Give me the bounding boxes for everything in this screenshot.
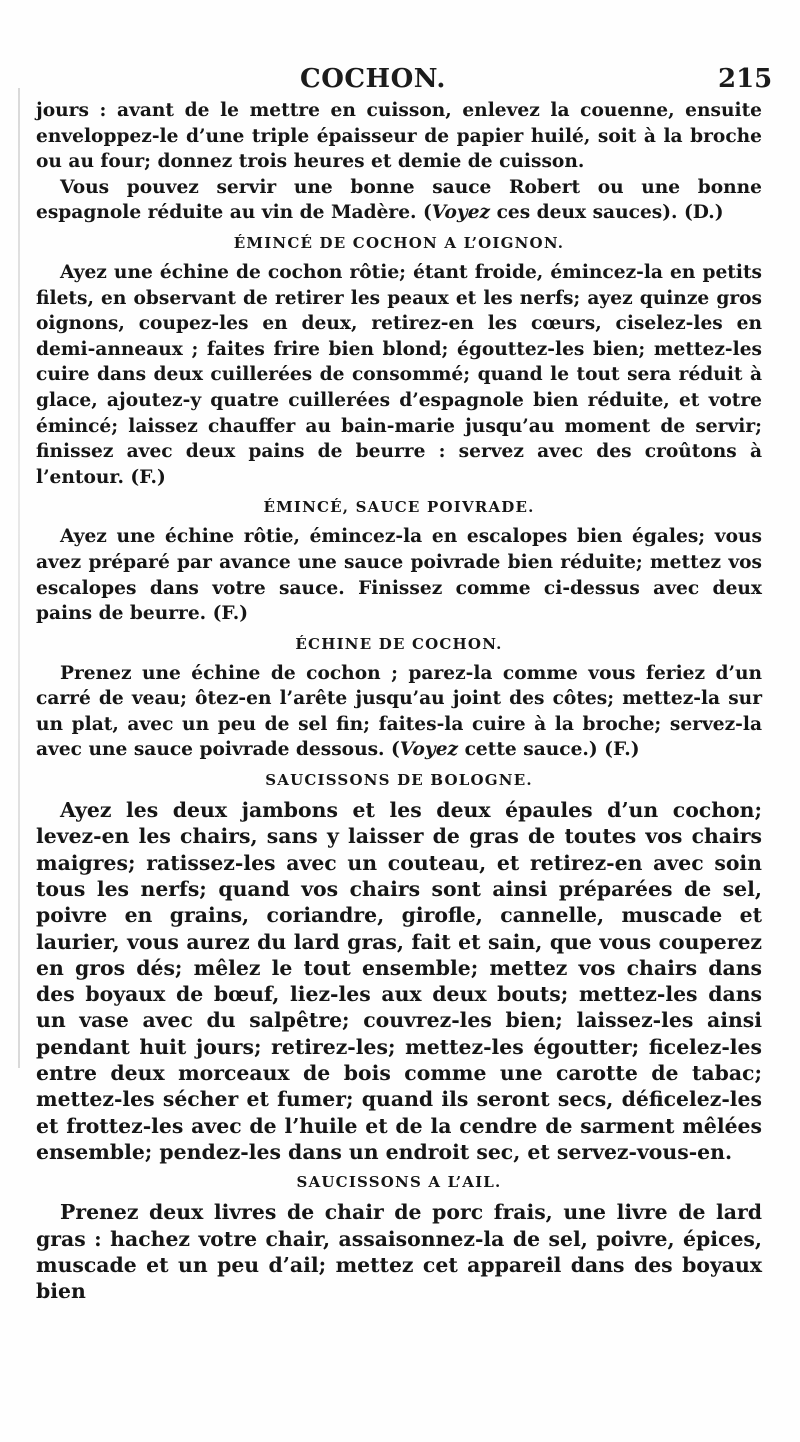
page-gutter-shadow bbox=[18, 88, 20, 1068]
text-run: Prenez deux livres de chair de porc frais, une livre de lard gras : hachez votre chair, assaisonnez-la de sel, poivre, épices, muscade et un peu d’ail; mettez cet appareil dans des boyaux bien bbox=[36, 1200, 762, 1304]
paragraph bbox=[36, 98, 762, 175]
page-number: 215 bbox=[718, 64, 773, 94]
recipe-heading: ÉMINCÉ, SAUCE POIVRADE. bbox=[263, 498, 535, 517]
text-run: Ayez les deux jambons et les deux épaules d’un cochon; levez-en les chairs, sans y laisser de gras de toutes vos chairs maigres; ratissez-les avec un couteau, et retirez-en avec soin tous les nerfs; quand vos chairs sont ainsi préparées de sel, poivre en grains, coriandre, girofle, cannelle, muscade et laurier, vous aurez du lard gras, fait et sain, que vous couperez en gros dés; mêlez le tout ensemble; mettez vos chairs dans des boyaux de bœuf, liez-les aux deux bouts; mettez-les dans un vase avec du salpêtre; couvrez-les bien; laissez-les ainsi pendant huit jours; retirez-les; mettez-les égoutter; ficelez-les entre deux morceaux de bois comme une carotte de tabac; mettez-les sécher et fumer; quand ils seront secs, déficelez-les et frottez-les avec de l’huile et de la cendre de sarment mêlées ensemble; pendez-les dans un endroit sec, et servez-vous-en. bbox=[36, 798, 762, 1164]
paragraph bbox=[36, 175, 762, 226]
italic-reference: Voyez bbox=[399, 739, 459, 761]
text-run: cette sauce.) (F.) bbox=[458, 739, 640, 761]
running-title: COCHON. bbox=[300, 64, 446, 94]
text-run: Ayez une échine rôtie, émincez-la en escalopes bien égales; vous avez préparé par avance une sauce poivrade bien réduite; mettez vos escalopes dans votre sauce. Finissez comme ci-dessus avec deux pains de beurre. (F.) bbox=[36, 526, 762, 625]
running-header bbox=[0, 60, 800, 100]
recipe-heading: SAUCISSONS A L’AIL. bbox=[296, 1173, 502, 1192]
paragraph bbox=[36, 797, 762, 1165]
text-run: Prenez une échine de cochon ; parez-la comme vous feriez d’un carré de veau; ôtez-en l’arête jusqu’au joint des côtes; mettez-la sur un plat, avec un peu de sel fin; faites-la cuire à la broche; servez-la avec une sauce poivrade dessous. ( bbox=[36, 662, 762, 761]
page-body bbox=[36, 98, 762, 1304]
text-run: Ayez une échine de cochon rôtie; étant froide, émincez-la en petits filets, en observant de retirer les peaux et les nerfs; ayez quinze gros oignons, coupez-les en deux, retirez-en les cœurs, ciselez-les en demi-anneaux ; faites frire bien blond; égouttez-les bien; mettez-les cuire dans deux cuillerées de consommé; quand le tout sera réduit à glace, ajoutez-y quatre cuillerées d’espagnole bien réduite, et votre émincé; laissez chauffer au bain-marie jusqu’au moment de servir; finissez avec deux pains de beurre : servez avec des croûtons à l’entour. (F.) bbox=[36, 261, 762, 488]
paragraph bbox=[36, 260, 762, 490]
paragraph bbox=[36, 524, 762, 626]
text-run: ces deux sauces). (D.) bbox=[490, 202, 724, 224]
recipe-heading: SAUCISSONS DE BOLOGNE. bbox=[265, 771, 533, 790]
italic-reference: Voyez bbox=[431, 202, 491, 224]
paragraph bbox=[36, 1199, 762, 1304]
recipe-heading: ÉCHINE DE COCHON. bbox=[295, 634, 503, 653]
text-run: jours : avant de le mettre en cuisson, enlevez la couenne, ensuite enveloppez-le d’une triple épaisseur de papier huilé, soit à la broche ou au four; donnez trois heures et demie de cuisson. bbox=[36, 100, 762, 173]
paragraph bbox=[36, 661, 762, 763]
recipe-heading: ÉMINCÉ DE COCHON A L’OIGNON. bbox=[233, 233, 565, 252]
text-run: Vous pouvez servir une bonne sauce Robert ou une bonne espagnole réduite au vin de Madère. ( bbox=[36, 176, 762, 224]
